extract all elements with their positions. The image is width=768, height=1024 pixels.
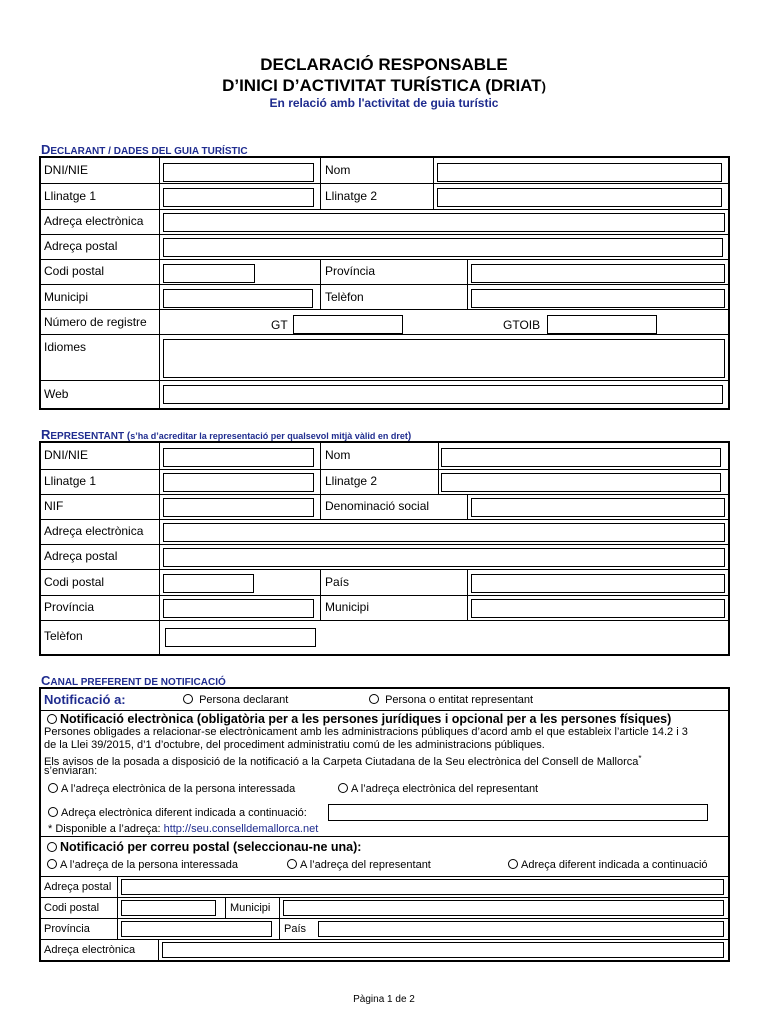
radio-postal-interessada-label: A l’adreça de la persona interessada xyxy=(60,859,238,871)
form-title-paren: ) xyxy=(541,79,546,94)
radio-circle-icon xyxy=(47,842,57,852)
codi-postal-input[interactable] xyxy=(163,264,255,283)
label-nom: Nom xyxy=(325,163,351,177)
canal-label-pais: País xyxy=(284,923,307,935)
canal-codi-postal-input[interactable] xyxy=(121,900,216,916)
rep-municipi-input[interactable] xyxy=(471,599,725,618)
disponible-text: * Disponible a l’adreça: xyxy=(48,823,164,835)
label-postal: Adreça postal xyxy=(44,239,118,253)
rep-label-nif: NIF xyxy=(44,499,64,513)
heading-initial: R xyxy=(41,427,51,442)
canal-table xyxy=(39,687,730,962)
electronica-text-3-main: Els avisos de la posada a disposició de la notificació a la Carpeta Ciutadana de la Seu electrònica del Consell de Mallorca xyxy=(44,756,639,768)
radio-email-interessada[interactable] xyxy=(48,783,295,796)
footnote-mark: * xyxy=(638,754,642,763)
electronica-option[interactable] xyxy=(47,712,671,726)
rep-label-email: Adreça electrònica xyxy=(44,524,144,538)
telefon-input[interactable] xyxy=(471,289,725,308)
municipi-input[interactable] xyxy=(163,289,313,308)
rep-label-llinatge2: Llinatge 2 xyxy=(325,474,378,488)
radio-circle-icon xyxy=(369,694,379,704)
label-provincia: Província xyxy=(325,264,376,278)
radio-circle-icon xyxy=(48,783,58,793)
radio-circle-icon xyxy=(48,807,58,817)
rep-telefon-input[interactable] xyxy=(165,628,316,647)
canal-pais-input[interactable] xyxy=(318,921,724,937)
radio-representant-label: Persona o entitat representant xyxy=(385,694,534,706)
radio-postal-interessada[interactable] xyxy=(47,859,238,872)
canal-municipi-input[interactable] xyxy=(283,900,724,916)
postal-option[interactable] xyxy=(47,840,361,854)
radio-circle-icon xyxy=(508,859,518,869)
form-title-line2 xyxy=(0,76,768,96)
canal-email-input[interactable] xyxy=(162,942,724,958)
electronica-text-4: s’enviaran: xyxy=(44,765,98,777)
section-heading-representant xyxy=(41,427,411,442)
web-input[interactable] xyxy=(163,385,723,404)
page-number: Pàgina 1 de 2 xyxy=(353,994,415,1005)
rep-email-input[interactable] xyxy=(163,523,725,542)
canal-label-municipi: Municipi xyxy=(230,902,271,914)
form-title: DECLARACIÓ RESPONSABLE xyxy=(260,55,508,74)
dni-input[interactable] xyxy=(163,163,314,182)
label-web: Web xyxy=(44,387,69,401)
canal-label-provincia: Província xyxy=(44,923,90,935)
disponible-line xyxy=(48,823,318,836)
radio-email-interessada-label: A l’adreça electrònica de la persona interessada xyxy=(61,783,296,795)
rep-provincia-input[interactable] xyxy=(163,599,314,618)
label-idiomes: Idiomes xyxy=(44,340,87,354)
heading-text: EPRESENTANT ( xyxy=(50,431,131,442)
radio-circle-icon xyxy=(47,859,57,869)
rep-pais-input[interactable] xyxy=(471,574,725,593)
rep-dni-input[interactable] xyxy=(163,448,314,467)
label-email: Adreça electrònica xyxy=(44,214,144,228)
heading-note: s’ha d’acreditar la representació per qualsevol mitjà vàlid en dret xyxy=(130,431,408,441)
electronica-text-1: Persones obligades a relacionar-se electrònicament amb les administracions públiques d’acord amb el que estableix l’article 14.2 i 3 xyxy=(44,726,688,738)
rep-label-postal: Adreça postal xyxy=(44,549,118,563)
radio-email-diferent-label: Adreça electrònica diferent indicada a continuació: xyxy=(61,807,307,819)
form-title-main: D’INICI D’ACTIVITAT TURÍSTICA (DRIAT xyxy=(222,76,542,95)
heading-text: ECLARANT / DADES DEL GUIA TURÍSTIC xyxy=(50,146,248,157)
rep-label-codi-postal: Codi postal xyxy=(44,575,105,589)
radio-postal-representant-label: A l’adreça del representant xyxy=(300,859,431,871)
email-diferent-input[interactable] xyxy=(328,804,708,821)
section-heading-declarant xyxy=(41,142,248,157)
radio-representant[interactable] xyxy=(369,694,533,707)
electronica-text-2: de la Llei 39/2015, d’1 d’octubre, del procediment administratiu comú de les administracions públiques. xyxy=(44,739,545,751)
radio-email-representant[interactable] xyxy=(338,783,538,796)
postal-title: Notificació per correu postal (seleccionau-ne una): xyxy=(60,840,362,854)
heading-text: ANAL PREFERENT DE NOTIFICACIÓ xyxy=(50,677,226,688)
electronica-title: Notificació electrònica (obligatòria per a les persones jurídiques i opcional per a les persones físiques) xyxy=(60,712,672,726)
rep-denominacio-input[interactable] xyxy=(471,498,725,517)
seu-link[interactable]: http://seu.conselldemallorca.net xyxy=(163,823,319,835)
radio-circle-icon xyxy=(287,859,297,869)
radio-postal-diferent-label: Adreça diferent indicada a continuació xyxy=(521,859,708,871)
heading-initial: C xyxy=(41,673,51,688)
gtoib-number-input[interactable] xyxy=(547,315,657,334)
heading-initial: D xyxy=(41,142,51,157)
section-heading-canal xyxy=(41,673,226,688)
label-gtoib: GTOIB xyxy=(503,318,541,332)
form-subtitle: En relació amb l'activitat de guia turístic xyxy=(269,96,499,110)
rep-nif-input[interactable] xyxy=(163,498,314,517)
rep-codi-postal-input[interactable] xyxy=(163,574,254,593)
postal-address-input[interactable] xyxy=(163,238,723,257)
rep-label-provincia: Província xyxy=(44,600,95,614)
label-llinatge2: Llinatge 2 xyxy=(325,189,378,203)
radio-email-diferent[interactable] xyxy=(48,807,307,820)
label-gt: GT xyxy=(271,318,288,332)
rep-llinatge1-input[interactable] xyxy=(163,473,314,492)
label-registre: Número de registre xyxy=(44,315,147,329)
canal-label-email: Adreça electrònica xyxy=(44,944,136,956)
radio-circle-icon xyxy=(338,783,348,793)
electronica-text-3 xyxy=(44,752,641,769)
rep-label-telefon: Telèfon xyxy=(44,629,83,643)
idiomes-textarea[interactable] xyxy=(163,339,725,378)
heading-close: ) xyxy=(407,431,412,442)
representant-table xyxy=(39,441,730,656)
llinatge1-input[interactable] xyxy=(163,188,314,207)
gt-number-input[interactable] xyxy=(293,315,403,334)
rep-postal-input[interactable] xyxy=(163,548,725,567)
label-llinatge1: Llinatge 1 xyxy=(44,189,97,203)
rep-label-denominacio: Denominació social xyxy=(325,499,430,513)
canal-provincia-input[interactable] xyxy=(121,921,272,937)
rep-label-dni: DNI/NIE xyxy=(44,448,89,462)
radio-postal-representant[interactable] xyxy=(287,859,431,872)
canal-postal-input[interactable] xyxy=(121,879,724,895)
radio-circle-icon xyxy=(183,694,193,704)
rep-label-pais: País xyxy=(325,575,350,589)
email-input[interactable] xyxy=(163,213,725,232)
notificacio-label: Notificació a: xyxy=(44,692,126,707)
nom-input[interactable] xyxy=(437,163,722,182)
canal-label-codi-postal: Codi postal xyxy=(44,902,100,914)
declarant-table xyxy=(39,156,730,410)
radio-circle-icon xyxy=(47,714,57,724)
rep-label-municipi: Municipi xyxy=(325,600,370,614)
llinatge2-input[interactable] xyxy=(437,188,722,207)
label-municipi: Municipi xyxy=(44,290,89,304)
label-codi-postal: Codi postal xyxy=(44,264,105,278)
label-telefon: Telèfon xyxy=(325,290,364,304)
rep-llinatge2-input[interactable] xyxy=(441,473,721,492)
radio-postal-diferent[interactable] xyxy=(508,859,708,872)
canal-label-postal: Adreça postal xyxy=(44,881,112,893)
radio-email-representant-label: A l’adreça electrònica del representant xyxy=(351,783,539,795)
provincia-input[interactable] xyxy=(471,264,725,283)
label-dni: DNI/NIE xyxy=(44,163,89,177)
rep-label-llinatge1: Llinatge 1 xyxy=(44,474,97,488)
rep-label-nom: Nom xyxy=(325,448,351,462)
radio-declarant-label: Persona declarant xyxy=(199,694,289,706)
rep-nom-input[interactable] xyxy=(441,448,721,467)
radio-declarant[interactable] xyxy=(183,694,288,707)
